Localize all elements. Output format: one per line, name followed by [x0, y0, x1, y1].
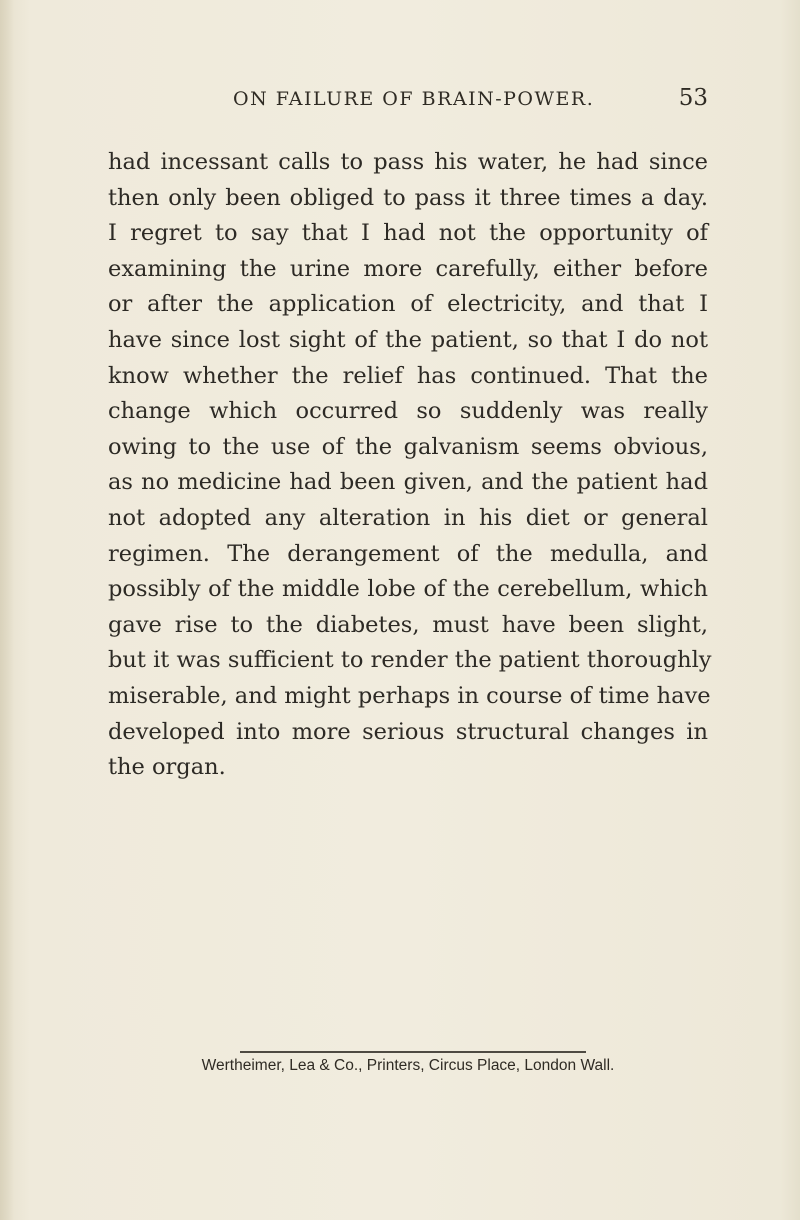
text-line: then only been obliged to pass it three times a day. [108, 184, 708, 211]
text-line: had incessant calls to pass his water, he had since [108, 149, 708, 175]
text-line: I regret to say that I had not the opportunity of [108, 220, 708, 247]
text-line: examining the urine more carefully, either before [108, 255, 708, 282]
text-line: regimen. The derangement of the medulla, and [108, 540, 708, 567]
text-line: as no medicine had been given, and the patient had [108, 469, 708, 496]
printer-imprint: Wertheimer, Lea & Co., Printers, Circus Place, London Wall. [201, 1057, 615, 1074]
text-line: not adopted any alteration in his diet or general [108, 504, 708, 531]
running-head [108, 85, 708, 124]
printer-rule-divider [240, 1051, 586, 1053]
text-line: have since lost sight of the patient, so that I do not [108, 326, 708, 353]
text-line: or after the application of electricity, and that I [108, 291, 708, 318]
text-line: possibly of the middle lobe of the cerebellum, which [108, 576, 708, 603]
page-number: 53 [678, 85, 708, 111]
text-line: change which occurred so suddenly was really [108, 398, 708, 425]
text-line-last: the organ. [108, 754, 226, 781]
text-line: miserable, and might perhaps in course of time have [108, 682, 711, 709]
text-line: owing to the use of the galvanism seems obvious, [108, 433, 708, 460]
text-line: developed into more serious structural changes in [108, 718, 708, 745]
text-line: gave rise to the diabetes, must have been slight, [108, 611, 708, 638]
body-paragraph [108, 145, 712, 786]
page-gutter-shadow [0, 0, 14, 1220]
text-line: but it was sufficient to render the patient thoroughly [108, 647, 712, 674]
text-line: know whether the relief has continued. That the [108, 362, 708, 389]
running-title: ON FAILURE OF BRAIN-POWER. [233, 88, 595, 110]
